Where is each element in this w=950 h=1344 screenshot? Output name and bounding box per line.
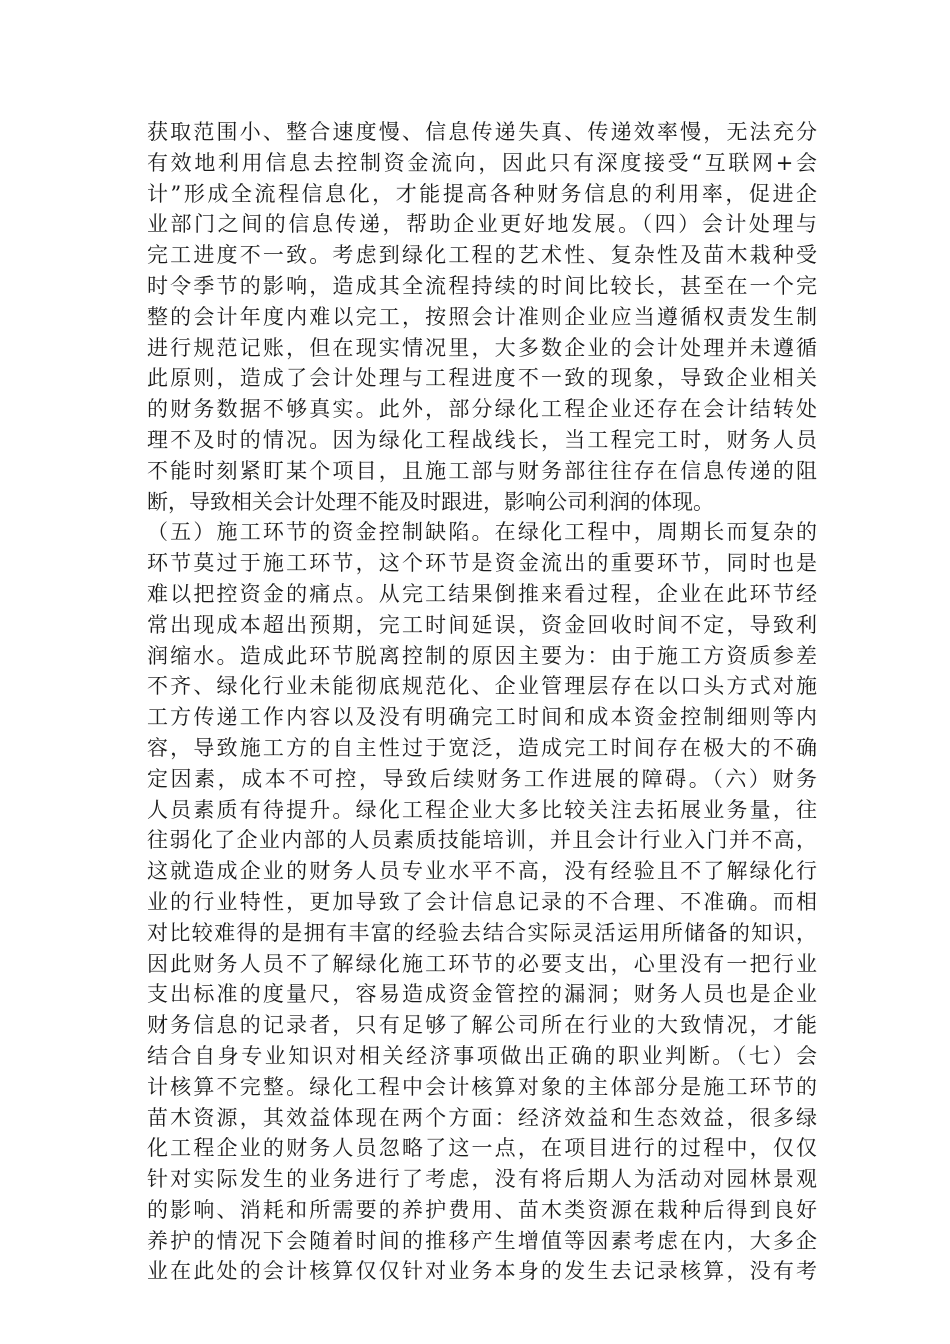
text-line: 完工进度不一致。考虑到绿化工程的艺术性、复杂性及苗木栽种受 [147,243,817,268]
text-line: 化工程企业的财务人员忽略了这一点，在项目进行的过程中，仅仅 [147,1136,817,1161]
text-line: 整的会计年度内难以完工，按照会计准则企业应当遵循权责发生制 [147,304,817,329]
text-line: 此原则，造成了会计处理与工程进度不一致的现象，导致企业相关 [147,366,817,391]
body-paragraph [147,117,817,1287]
text-line: 断，导致相关会计处理不能及时跟进，影响公司利润的体现。 [147,489,714,514]
text-line: 工方传递工作内容以及没有明确完工时间和成本资金控制细则等内 [147,705,817,730]
text-line: 的影响、消耗和所需要的养护费用、苗木类资源在栽种后得到良好 [147,1197,817,1222]
text-line: 业部门之间的信息传递，帮助企业更好地发展。（四）会计处理与 [147,212,817,237]
text-line: 计”形成全流程信息化，才能提高各种财务信息的利用率，促进企 [147,181,817,206]
text-line: 支出标准的度量尺，容易造成资金管控的漏洞；财务人员也是企业 [147,982,817,1007]
text-line: 获取范围小、整合速度慢、信息传递失真、传递效率慢，无法充分 [147,120,817,144]
text-line: 养护的情况下会随着时间的推移产生增值等因素考虑在内，大多企 [147,1228,817,1253]
text-line: 业的行业特性，更加导致了会计信息记录的不合理、不准确。而相 [147,889,817,914]
text-line: 针对实际发生的业务进行了考虑，没有将后期人为活动对园林景观 [147,1167,817,1192]
text-line: 对比较难得的是拥有丰富的经验去结合实际灵活运用所储备的知识， [147,920,817,945]
text-line: 有效地利用信息去控制资金流向，因此只有深度接受“互联网+会 [147,150,817,175]
text-line: 结合自身专业知识对相关经济事项做出正确的职业判断。（七）会 [147,1043,817,1068]
text-line: 人员素质有待提升。绿化工程企业大多比较关注去拓展业务量，往 [147,797,817,822]
text-line: 定因素，成本不可控，导致后续财务工作进展的障碍。（六）财务 [147,766,817,791]
text-line: 润缩水。造成此环节脱离控制的原因主要为：由于施工方资质参差 [147,643,817,668]
text-line: 时令季节的影响，造成其全流程持续的时间比较长，甚至在一个完 [147,273,817,298]
text-line: 计核算不完整。绿化工程中会计核算对象的主体部分是施工环节的 [147,1074,817,1099]
text-line: 的财务数据不够真实。此外，部分绿化工程企业还存在会计结转处 [147,397,817,422]
text-line: 不齐、绿化行业未能彻底规范化、企业管理层存在以口头方式对施 [147,674,817,699]
text-line: 业在此处的会计核算仅仅针对业务本身的发生去记录核算，没有考 [147,1259,817,1284]
text-line: 进行规范记账，但在现实情况里，大多数企业的会计处理并未遵循 [147,335,817,360]
text-line: 环节莫过于施工环节，这个环节是资金流出的重要环节，同时也是 [147,551,817,576]
text-line: 财务信息的记录者，只有足够了解公司所在行业的大致情况，才能 [147,1013,817,1038]
text-line: 不能时刻紧盯某个项目，且施工部与财务部往往存在信息传递的阻 [147,458,817,483]
text-line: （五）施工环节的资金控制缺陷。在绿化工程中，周期长而复杂的 [147,520,817,545]
text-line: 苗木资源，其效益体现在两个方面：经济效益和生态效益，很多绿 [147,1105,817,1130]
text-line: 因此财务人员不了解绿化施工环节的必要支出，心里没有一把行业 [147,951,817,976]
text-line: 往弱化了企业内部的人员素质技能培训，并且会计行业入门并不高， [147,828,817,853]
text-line: 理不及时的情况。因为绿化工程战线长，当工程完工时，财务人员 [147,427,817,452]
text-line: 难以把控资金的痛点。从完工结果倒推来看过程，企业在此环节经 [147,581,817,606]
text-line: 常出现成本超出预期，完工时间延误，资金回收时间不定，导致利 [147,612,817,637]
text-line: 这就造成企业的财务人员专业水平不高，没有经验且不了解绿化行 [147,859,817,884]
text-line: 容，导致施工方的自主性过于宽泛，造成完工时间存在极大的不确 [147,735,817,760]
